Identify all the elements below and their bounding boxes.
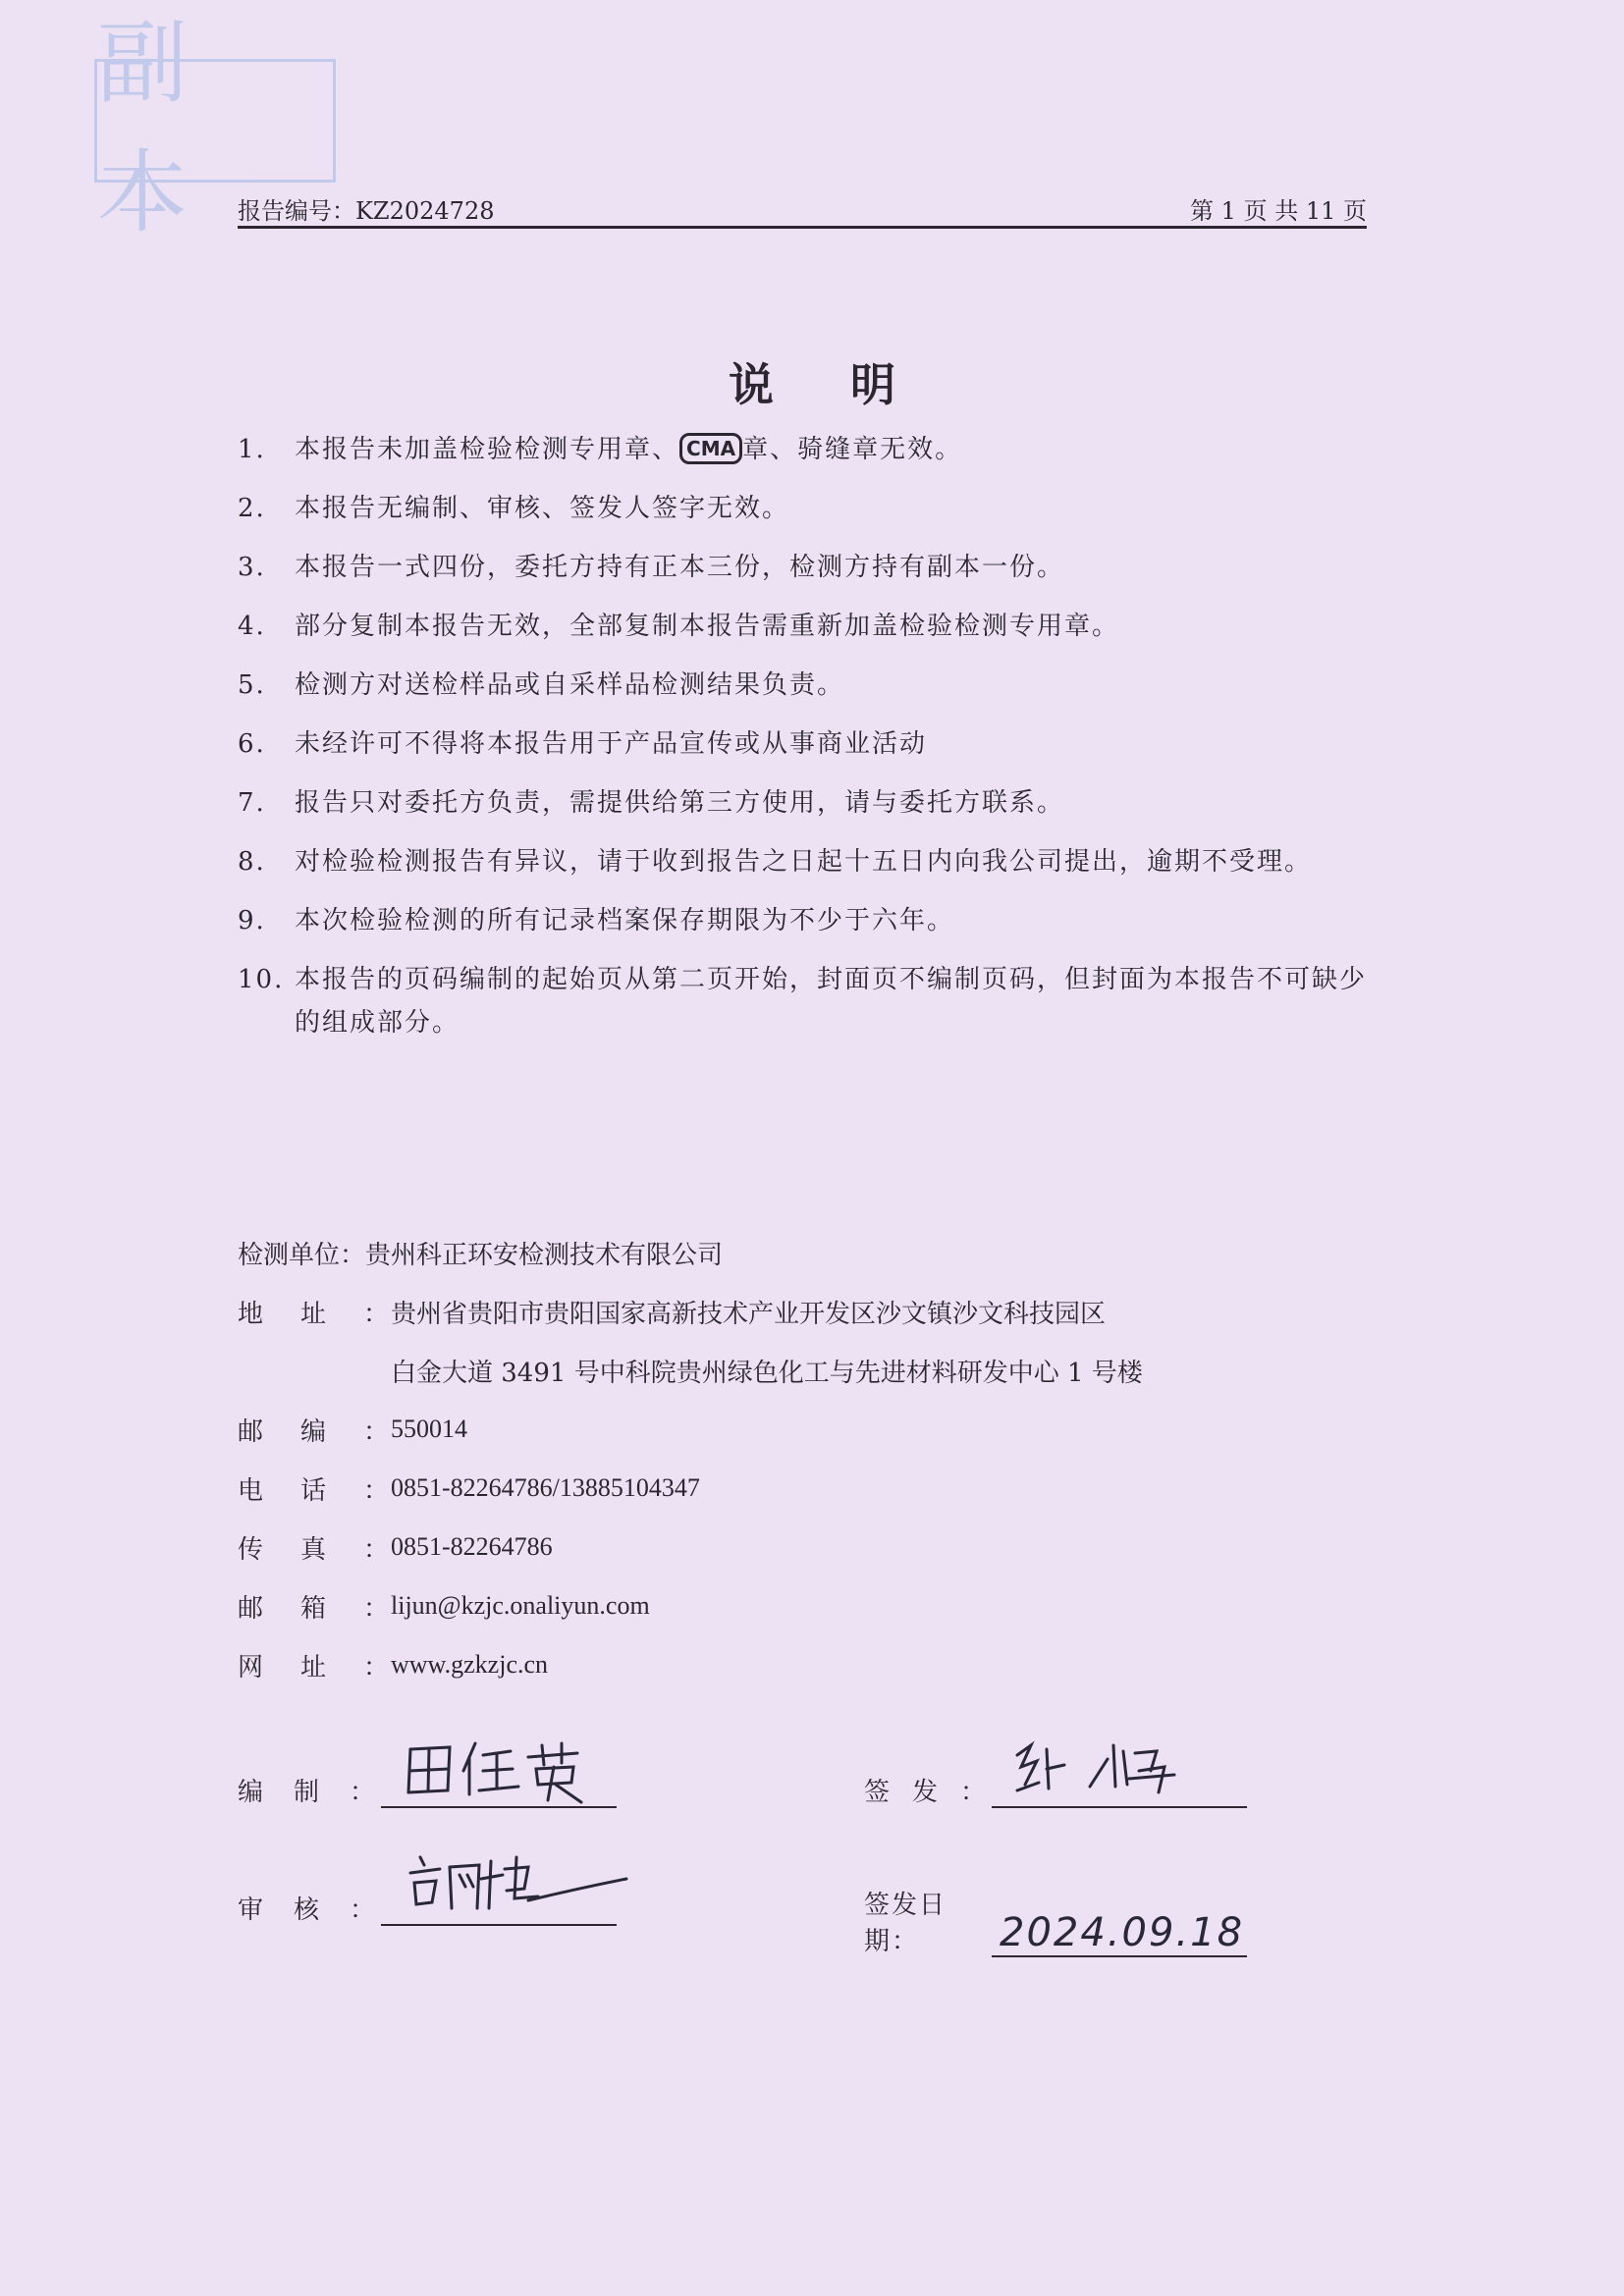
signature-block xyxy=(238,1747,1377,1979)
note-number: 6. xyxy=(238,729,266,759)
issuer-signature xyxy=(864,1767,1247,1808)
note-number: 5. xyxy=(238,670,266,700)
note-text: 报告只对委托方负责，需提供给第三方使用，请与委托方联系。 xyxy=(295,788,1065,818)
note-item xyxy=(238,664,1377,707)
page-title: 说明 xyxy=(729,358,972,411)
web-label: 网址： xyxy=(238,1652,389,1682)
note-number: 1. xyxy=(238,435,266,464)
reviewer-signature xyxy=(238,1885,617,1926)
note-number: 3. xyxy=(238,553,266,582)
note-item xyxy=(238,840,1377,883)
address-line-2: 白金大道 3491 号中科院贵州绿色化工与先进材料研发中心 1 号楼 xyxy=(391,1358,1143,1388)
notes-list xyxy=(238,428,1377,1060)
header-rule xyxy=(238,226,1367,229)
cma-mark-icon: CMA xyxy=(679,433,742,464)
issue-date xyxy=(864,1885,1247,1957)
issuer-handwritten-signature xyxy=(992,1732,1247,1810)
note-text: 对检验检测报告有异议，请于收到报告之日起十五日内向我公司提出，逾期不受理。 xyxy=(295,847,1313,877)
address-label: 地址： xyxy=(238,1299,389,1329)
note-item xyxy=(238,781,1377,825)
reviewer-handwritten-signature xyxy=(381,1840,656,1928)
address-line-1: 贵州省贵阳市贵阳国家高新技术产业开发区沙文镇沙文科技园区 xyxy=(391,1299,1107,1328)
contact-row-unit xyxy=(238,1223,1396,1282)
note-number: 4. xyxy=(238,612,266,641)
note-text xyxy=(295,428,1377,471)
note-item xyxy=(238,899,1377,942)
signature-row-2 xyxy=(238,1863,1377,1979)
note-text-after: 章、骑缝章无效。 xyxy=(742,435,963,464)
note-text: 本报告无编制、审核、签发人签字无效。 xyxy=(295,494,790,523)
compiler-handwritten-signature xyxy=(381,1732,617,1810)
contact-row-address xyxy=(238,1282,1396,1341)
compiler-signature-line xyxy=(381,1767,617,1808)
fax-value: 0851-82264786 xyxy=(391,1532,553,1561)
note-item xyxy=(238,722,1377,766)
postcode-value: 550014 xyxy=(391,1415,467,1443)
unit-label: 检测单位： xyxy=(238,1240,366,1270)
copy-stamp-text: 副本 xyxy=(97,11,218,245)
note-text: 检测方对送检样品或自采样品检测结果负责。 xyxy=(295,670,845,700)
contact-row-fax xyxy=(238,1518,1396,1576)
note-item xyxy=(238,487,1377,530)
contact-row-web xyxy=(238,1635,1396,1694)
fax-label: 传真： xyxy=(238,1534,389,1565)
reviewer-signature-line xyxy=(381,1885,617,1926)
note-number: 9. xyxy=(238,906,266,935)
report-number: 报告编号：KZ2024728 xyxy=(238,197,495,225)
email-label: 邮箱： xyxy=(238,1593,389,1624)
contact-row-postcode xyxy=(238,1400,1396,1459)
page-info: 第 1 页 共 11 页 xyxy=(1190,197,1367,225)
contact-info xyxy=(238,1223,1396,1694)
email-value: lijun@kzjc.onaliyun.com xyxy=(391,1591,650,1620)
copy-stamp xyxy=(94,11,336,245)
phone-value: 0851-82264786/13885104347 xyxy=(391,1473,700,1502)
note-number: 10. xyxy=(238,965,285,994)
note-text: 本次检验检测的所有记录档案保存期限为不少于六年。 xyxy=(295,906,955,935)
compiler-label: 编制： xyxy=(238,1778,375,1807)
note-item xyxy=(238,428,1377,471)
note-text: 本报告一式四份，委托方持有正本三份，检测方持有副本一份。 xyxy=(295,553,1065,582)
note-text: 部分复制本报告无效，全部复制本报告需重新加盖检验检测专用章。 xyxy=(295,612,1120,641)
postcode-label: 邮编： xyxy=(238,1416,389,1447)
note-text: 本报告的页码编制的起始页从第二页开始，封面页不编制页码，但封面为本报告不可缺少的组成部分。 xyxy=(295,965,1368,1038)
issuer-label: 签发： xyxy=(864,1778,986,1807)
phone-label: 电话： xyxy=(238,1475,389,1506)
note-number: 2. xyxy=(238,494,266,523)
issue-date-line xyxy=(992,1910,1247,1957)
note-text: 未经许可不得将本报告用于产品宣传或从事商业活动 xyxy=(295,729,928,759)
contact-row-email xyxy=(238,1576,1396,1635)
unit-value: 贵州科正环安检测技术有限公司 xyxy=(365,1240,724,1269)
issue-date-value: 2024.09.18 xyxy=(1000,1910,1245,1955)
note-number: 8. xyxy=(238,847,266,877)
web-value: www.gzkzjc.cn xyxy=(391,1650,549,1679)
contact-row-phone xyxy=(238,1459,1396,1518)
note-number: 7. xyxy=(238,788,266,818)
note-item xyxy=(238,958,1377,1044)
reviewer-label: 审核： xyxy=(238,1896,375,1925)
issue-date-label: 签发日期： xyxy=(864,1891,947,1956)
note-item xyxy=(238,546,1377,589)
note-text-before: 本报告未加盖检验检测专用章、 xyxy=(295,435,680,464)
compiler-signature xyxy=(238,1767,617,1808)
note-item xyxy=(238,605,1377,648)
issuer-signature-line xyxy=(992,1767,1247,1808)
page-header xyxy=(238,192,1367,226)
